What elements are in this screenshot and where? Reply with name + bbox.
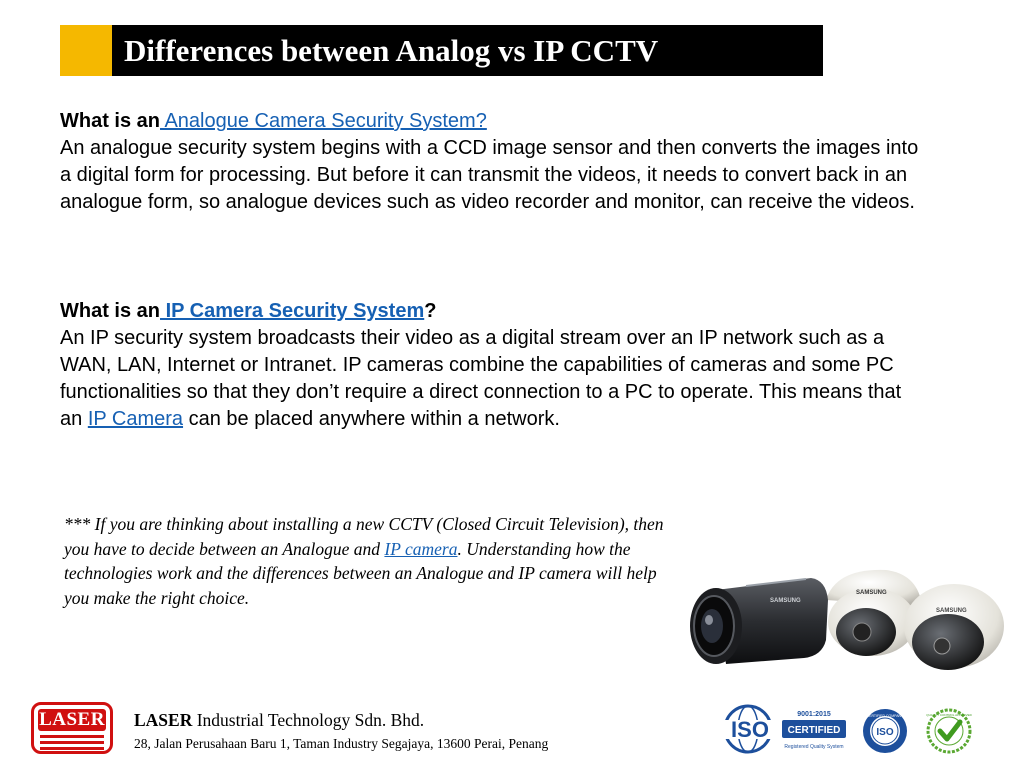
- ip-body: [60, 325, 920, 433]
- footer: [0, 696, 1024, 768]
- ip-system-link[interactable]: IP Camera Security System: [160, 300, 425, 322]
- logo-lines: [40, 735, 104, 753]
- title-box: [112, 25, 823, 76]
- analogue-system-link[interactable]: Analogue Camera Security System?: [160, 110, 487, 132]
- title-bar: [60, 25, 823, 76]
- dome-camera-right: [904, 584, 1004, 670]
- ip-body-text: An IP security system broadcasts their video as a digital stream over an IP network such as a WAN, LAN, Internet or Intranet. IP cameras combine the capabilities of cameras and some PC functionalities so that they don’t require a direct connection to a PC to operate. This means that an: [60, 327, 902, 430]
- advice-note: [64, 512, 664, 610]
- iso-certified-logo: [720, 704, 850, 754]
- title-accent-block: [60, 25, 112, 76]
- logo-text: LASER: [39, 709, 105, 730]
- seal-ring-text: CERTIFIED COMPANY: [866, 714, 904, 718]
- quality-approved-seal: [926, 708, 972, 754]
- analogue-question: [60, 108, 920, 135]
- right-brand-label: SAMSUNG: [936, 608, 967, 614]
- iso-certified-text: CERTIFIED: [787, 725, 841, 736]
- iso-main-text: ISO: [731, 717, 769, 742]
- iso-subtitle-text: Registered Quality System: [784, 744, 844, 750]
- ip-section: [60, 298, 920, 433]
- box-brand-label: SAMSUNG: [770, 598, 801, 604]
- ip-question: [60, 298, 920, 325]
- ip-camera-link[interactable]: IP Camera: [87, 408, 184, 430]
- quality-seal-ring-text: QUALITY CONTROL APPROVED: [926, 713, 972, 717]
- box-camera: [690, 578, 828, 664]
- iso-certified-company-seal: [862, 708, 908, 754]
- laser-logo: [31, 702, 113, 754]
- ip-body-tail: can be placed anywhere within a network.: [183, 408, 560, 430]
- middle-brand-label: SAMSUNG: [856, 590, 887, 596]
- note-tail: . Understanding how the technologies work and the differences between an Analogue and IP camera will help you make the right choice.: [64, 538, 657, 608]
- analogue-body: An analogue security system begins with a CCD image sensor and then converts the images into a digital form for processing. But before it can transmit the videos, it needs to convert back in an analogue form, so analogue devices such as video recorder and monitor, can receive the videos.: [60, 137, 919, 213]
- analogue-section: [60, 108, 920, 216]
- company-name-bold: LASER: [134, 710, 193, 730]
- company-name: [134, 710, 424, 731]
- company-name-rest: Industrial Technology Sdn. Bhd.: [192, 710, 425, 730]
- page-title: Differences between Analog vs IP CCTV: [124, 32, 659, 68]
- seal-iso-text: ISO: [876, 727, 894, 738]
- note-ip-camera-link[interactable]: IP camera: [384, 538, 458, 559]
- note-text: *** If you are thinking about installing a new CCTV (Closed Circuit Television), then you have to decide between an Analogue and: [64, 514, 664, 559]
- ip-question-suffix: ?: [424, 300, 437, 322]
- iso-standard-text: 9001:2015: [797, 711, 831, 718]
- analogue-question-prefix: What is an: [60, 110, 161, 132]
- ip-question-prefix: What is an: [60, 300, 161, 322]
- company-address: 28, Jalan Perusahaan Baru 1, Taman Industry Segajaya, 13600 Perai, Penang: [134, 736, 549, 751]
- cctv-cameras-image: [686, 560, 1008, 688]
- logo-banner: [38, 709, 106, 731]
